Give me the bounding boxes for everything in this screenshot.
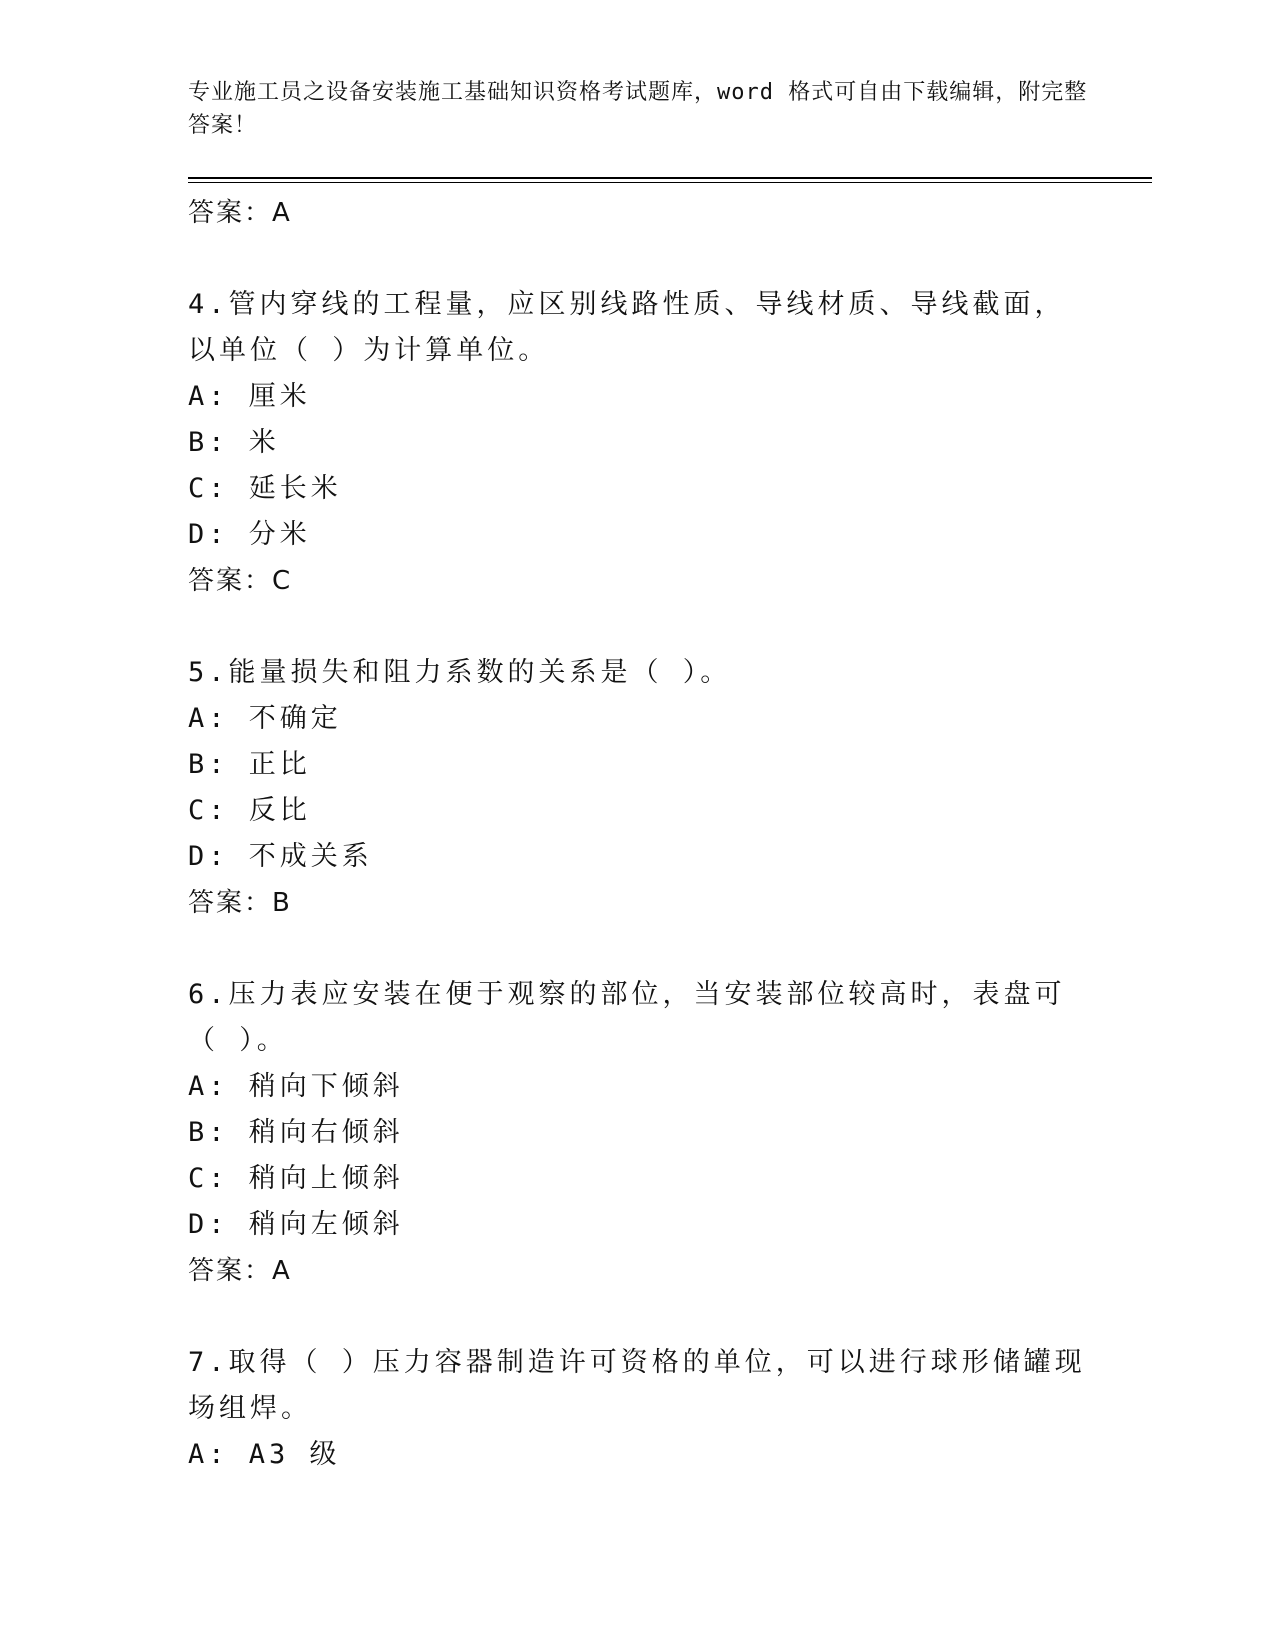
document-header: 专业施工员之设备安装施工基础知识资格考试题库，word 格式可自由下载编辑，附完整答案！	[188, 80, 1088, 138]
header-divider-thick	[188, 177, 1152, 179]
option-d: D: 分米	[188, 519, 311, 550]
option-a: A: 稍向下倾斜	[188, 1071, 404, 1102]
question-text: 6.压力表应安装在便于观察的部位，当安装部位较高时，表盘可（ ）。	[188, 979, 1066, 1056]
option-b: B: 正比	[188, 749, 311, 780]
answer-line: 答案：A	[188, 198, 292, 228]
question-list	[188, 190, 1088, 1478]
answer-line: 答案：C	[188, 566, 293, 596]
option-b: B: 米	[188, 427, 280, 458]
option-d: D: 稍向左倾斜	[188, 1209, 404, 1240]
question-text: 4.管内穿线的工程量，应区别线路性质、导线材质、导线截面，以单位（ ）为计算单位。	[188, 289, 1066, 366]
option-a: A: 厘米	[188, 381, 311, 412]
option-c: C: 稍向上倾斜	[188, 1163, 404, 1194]
option-a: A: A3 级	[188, 1439, 341, 1470]
question-block	[188, 1340, 1088, 1478]
question-block	[188, 282, 1088, 604]
option-d: D: 不成关系	[188, 841, 373, 872]
question-text: 7.取得（ ）压力容器制造许可资格的单位，可以进行球形储罐现场组焊。	[188, 1347, 1086, 1424]
option-c: C: 延长米	[188, 473, 342, 504]
answer-line: 答案：A	[188, 1256, 292, 1286]
question-block	[188, 972, 1088, 1294]
question-block	[188, 650, 1088, 926]
answer-line: 答案：B	[188, 888, 292, 918]
option-c: C: 反比	[188, 795, 311, 826]
header-divider-thin	[188, 182, 1152, 183]
option-a: A: 不确定	[188, 703, 342, 734]
option-b: B: 稍向右倾斜	[188, 1117, 404, 1148]
question-text: 5.能量损失和阻力系数的关系是（ ）。	[188, 657, 732, 688]
